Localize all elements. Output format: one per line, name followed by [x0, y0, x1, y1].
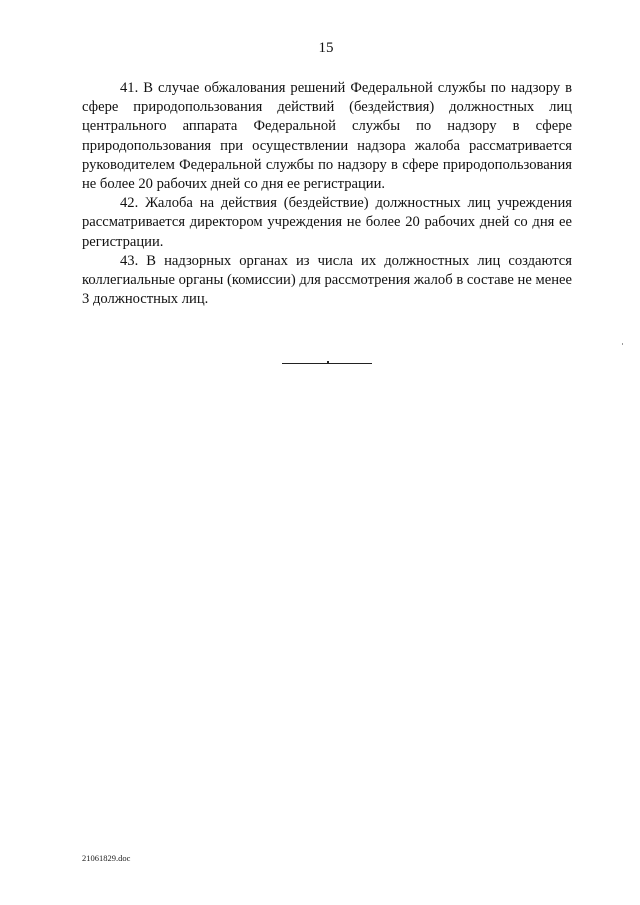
paragraph-42: 42. Жалоба на действия (бездействие) должностных лиц учреждения рассматривается директором учреждения не более 20 рабочих дней со дня ее регистрации. [82, 195, 572, 250]
document-body [82, 79, 572, 309]
footer-file-code: 21061829.doc [82, 853, 131, 863]
paragraph-41: 41. В случае обжалования решений Федеральной службы по надзору в сфере природопользования действий (бездействия) должностных лиц центрального аппарата Федеральной службы по надзору в сфере природопользования при осуществлении надзора жалоба рассматривается руководителем Федеральной службы по надзору в сфере природопользования не более 20 рабочих дней со дня ее регистрации. [82, 80, 572, 193]
page-number: 15 [318, 40, 334, 56]
end-rule-tick [327, 361, 329, 364]
scan-speck [622, 343, 623, 345]
paragraph-43: 43. В надзорных органах из числа их должностных лиц создаются коллегиальные органы (комиссии) для рассмотрения жалоб в составе не менее 3 должностных лиц. [82, 252, 572, 308]
